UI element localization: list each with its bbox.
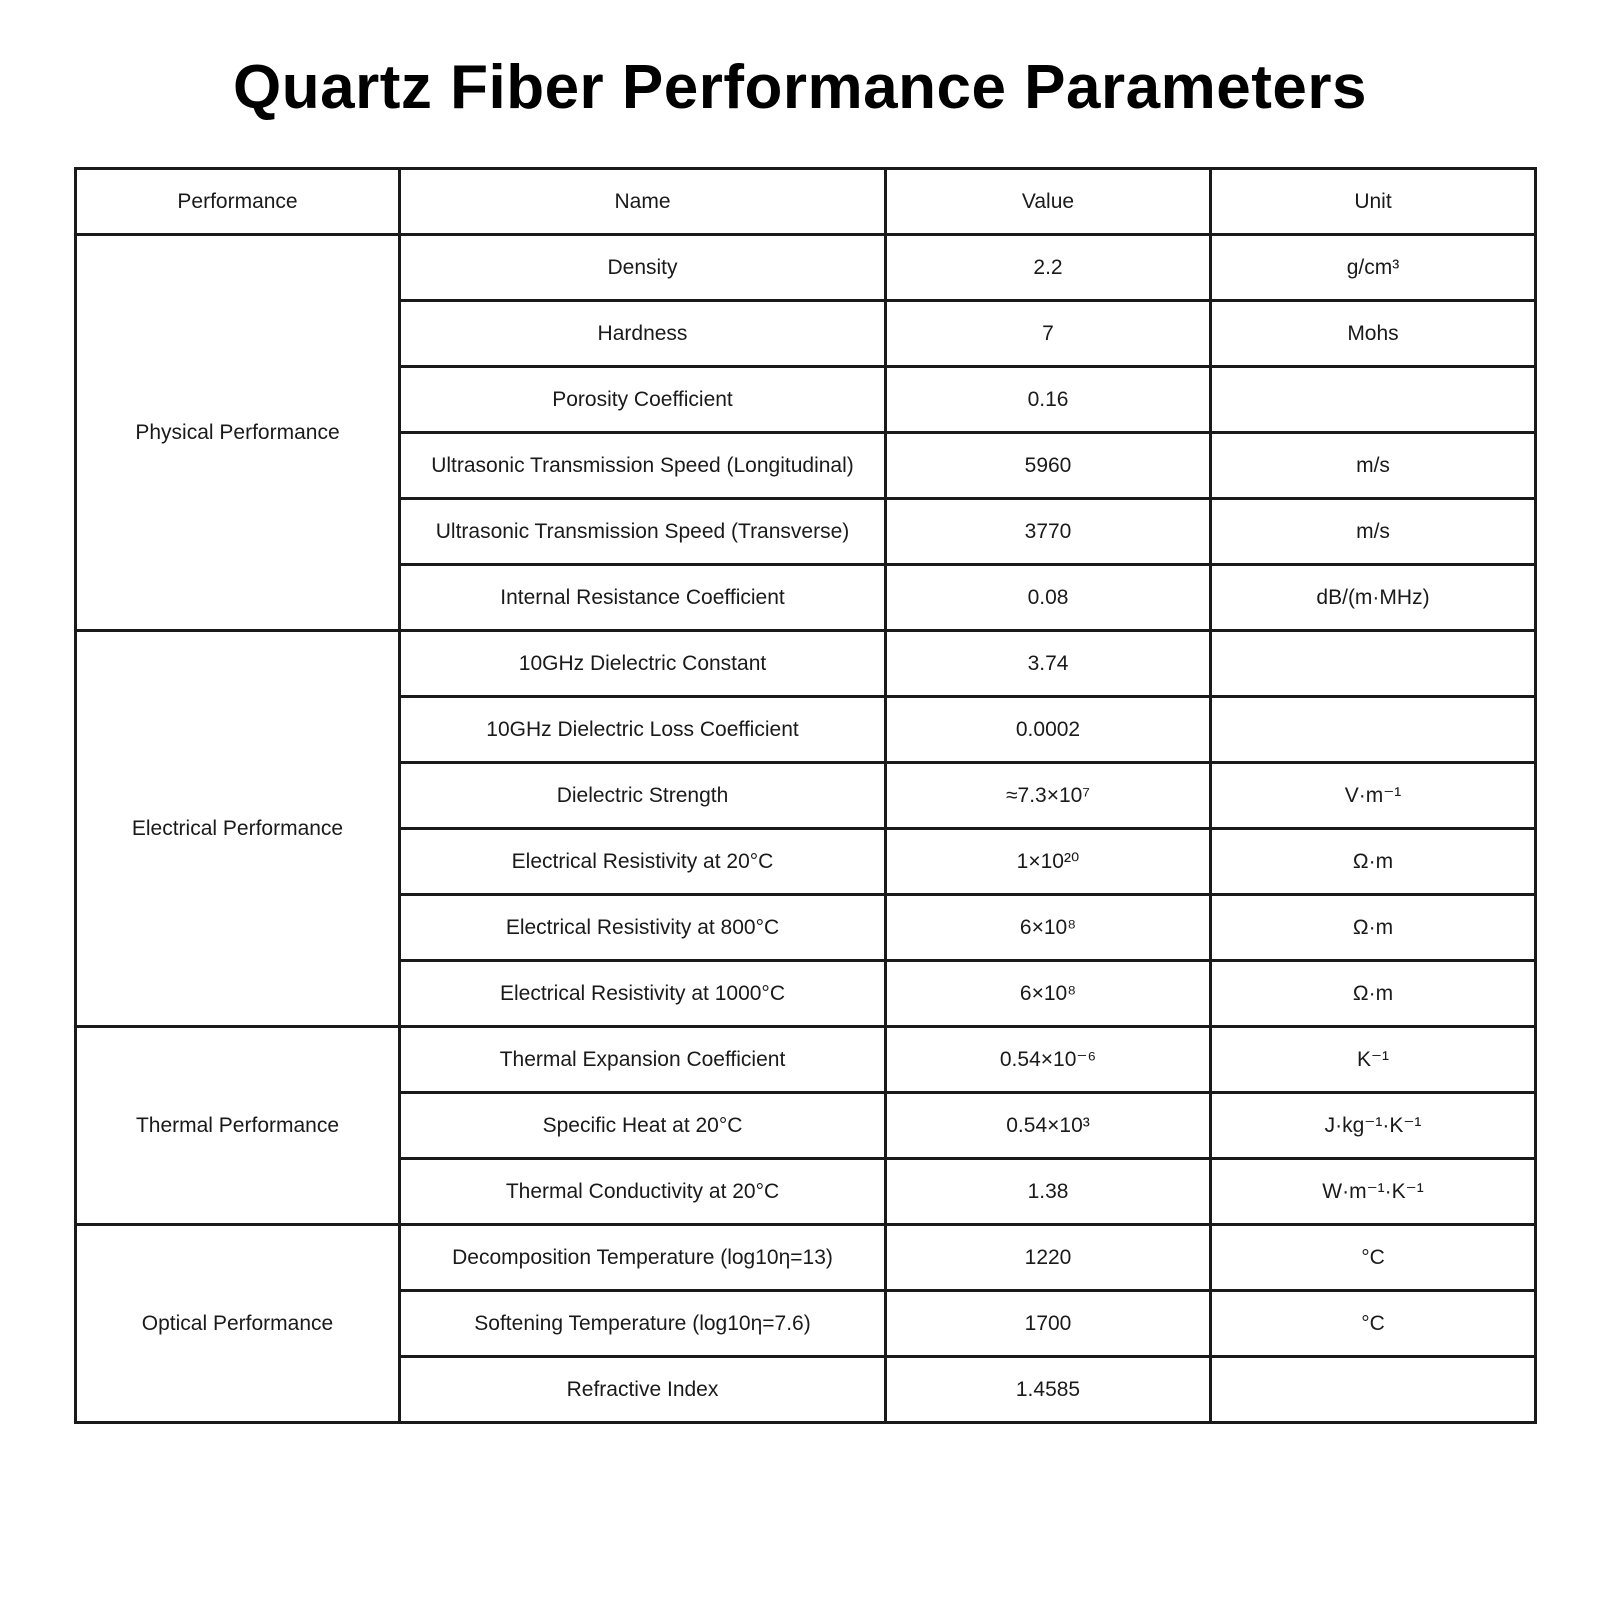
parameter-unit-cell: K⁻¹ xyxy=(1211,1027,1536,1093)
parameter-name-cell: Porosity Coefficient xyxy=(400,367,886,433)
parameter-name-cell: Refractive Index xyxy=(400,1357,886,1423)
parameter-unit-cell: Mohs xyxy=(1211,301,1536,367)
parameter-name-cell: 10GHz Dielectric Loss Coefficient xyxy=(400,697,886,763)
performance-group-label: Thermal Performance xyxy=(76,1027,400,1225)
parameter-unit-cell xyxy=(1211,631,1536,697)
performance-group-label: Physical Performance xyxy=(76,235,400,631)
parameter-value-cell: 6×10⁸ xyxy=(886,895,1211,961)
parameter-value-cell: 2.2 xyxy=(886,235,1211,301)
parameter-unit-cell: Ω·m xyxy=(1211,895,1536,961)
parameter-unit-cell: W·m⁻¹·K⁻¹ xyxy=(1211,1159,1536,1225)
parameter-name-cell: Electrical Resistivity at 20°C xyxy=(400,829,886,895)
parameter-value-cell: 5960 xyxy=(886,433,1211,499)
parameter-name-cell: Hardness xyxy=(400,301,886,367)
header-unit: Unit xyxy=(1211,169,1536,235)
parameter-value-cell: 0.0002 xyxy=(886,697,1211,763)
parameter-value-cell: 0.08 xyxy=(886,565,1211,631)
parameter-value-cell: 1.38 xyxy=(886,1159,1211,1225)
parameter-name-cell: Specific Heat at 20°C xyxy=(400,1093,886,1159)
parameter-name-cell: Electrical Resistivity at 1000°C xyxy=(400,961,886,1027)
performance-group-label: Optical Performance xyxy=(76,1225,400,1423)
parameter-value-cell: 7 xyxy=(886,301,1211,367)
parameter-name-cell: Decomposition Temperature (log10η=13) xyxy=(400,1225,886,1291)
parameter-value-cell: ≈7.3×10⁷ xyxy=(886,763,1211,829)
parameter-unit-cell: °C xyxy=(1211,1291,1536,1357)
parameter-name-cell: Electrical Resistivity at 800°C xyxy=(400,895,886,961)
table-body xyxy=(76,235,1536,1423)
table-row xyxy=(76,631,1536,697)
parameter-value-cell: 1700 xyxy=(886,1291,1211,1357)
parameter-unit-cell: dB/(m·MHz) xyxy=(1211,565,1536,631)
parameter-unit-cell xyxy=(1211,697,1536,763)
table-row xyxy=(76,1027,1536,1093)
parameter-unit-cell xyxy=(1211,1357,1536,1423)
parameter-name-cell: Thermal Expansion Coefficient xyxy=(400,1027,886,1093)
parameter-unit-cell xyxy=(1211,367,1536,433)
parameter-unit-cell: Ω·m xyxy=(1211,961,1536,1027)
parameter-value-cell: 6×10⁸ xyxy=(886,961,1211,1027)
parameter-value-cell: 3770 xyxy=(886,499,1211,565)
parameter-name-cell: Ultrasonic Transmission Speed (Transverse) xyxy=(400,499,886,565)
parameter-name-cell: Internal Resistance Coefficient xyxy=(400,565,886,631)
parameters-table xyxy=(74,167,1537,1424)
parameter-value-cell: 1×10²⁰ xyxy=(886,829,1211,895)
parameter-name-cell: Dielectric Strength xyxy=(400,763,886,829)
performance-group-label: Electrical Performance xyxy=(76,631,400,1027)
parameter-name-cell: 10GHz Dielectric Constant xyxy=(400,631,886,697)
parameter-name-cell: Density xyxy=(400,235,886,301)
parameter-unit-cell: J·kg⁻¹·K⁻¹ xyxy=(1211,1093,1536,1159)
parameter-unit-cell: m/s xyxy=(1211,433,1536,499)
header-performance: Performance xyxy=(76,169,400,235)
parameter-value-cell: 1220 xyxy=(886,1225,1211,1291)
parameter-unit-cell: °C xyxy=(1211,1225,1536,1291)
parameter-unit-cell: g/cm³ xyxy=(1211,235,1536,301)
table-row xyxy=(76,1225,1536,1291)
table-row xyxy=(76,235,1536,301)
parameter-value-cell: 1.4585 xyxy=(886,1357,1211,1423)
header-name: Name xyxy=(400,169,886,235)
parameter-name-cell: Thermal Conductivity at 20°C xyxy=(400,1159,886,1225)
parameter-name-cell: Softening Temperature (log10η=7.6) xyxy=(400,1291,886,1357)
page-title: Quartz Fiber Performance Parameters xyxy=(233,53,1367,122)
parameter-value-cell: 0.54×10³ xyxy=(886,1093,1211,1159)
parameter-unit-cell: Ω·m xyxy=(1211,829,1536,895)
parameter-name-cell: Ultrasonic Transmission Speed (Longitudinal) xyxy=(400,433,886,499)
parameter-unit-cell: V·m⁻¹ xyxy=(1211,763,1536,829)
parameter-value-cell: 0.54×10⁻⁶ xyxy=(886,1027,1211,1093)
header-value: Value xyxy=(886,169,1211,235)
parameter-value-cell: 3.74 xyxy=(886,631,1211,697)
parameter-value-cell: 0.16 xyxy=(886,367,1211,433)
header-row xyxy=(76,169,1536,235)
parameter-unit-cell: m/s xyxy=(1211,499,1536,565)
